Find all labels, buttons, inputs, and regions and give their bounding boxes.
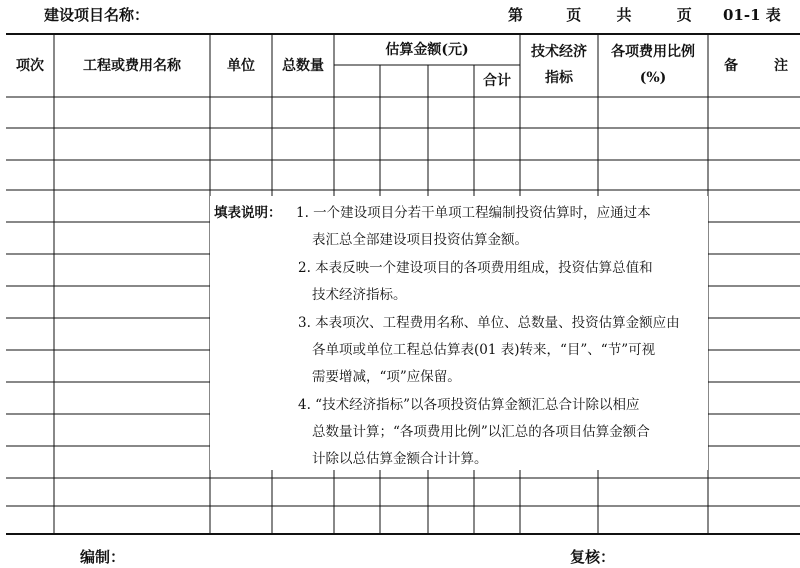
- page-word-3: 共: [616, 6, 632, 24]
- note-3-line-1: 3. 本表项次、工程费用名称、单位、总数量、投资估算金额应由: [298, 315, 680, 331]
- reviewed-by-label: 复核：: [570, 548, 616, 566]
- note-2-line-2: 技术经济指标。: [312, 287, 407, 303]
- fill-instructions: [210, 196, 708, 470]
- page-word-4: 页: [676, 6, 692, 24]
- col-item-header: 项次: [16, 58, 44, 74]
- note-4-line-2: 总数量计算；“各项费用比例”以汇总的各项目估算金额合: [312, 424, 650, 440]
- note-3-line-3: 需要增减，“项”应保留。: [312, 369, 461, 385]
- col-name-header: 工程或费用名称: [83, 58, 181, 74]
- col-ratio-header-line1: 各项费用比例: [611, 44, 695, 60]
- notes-title: 填表说明：: [214, 205, 282, 221]
- compiled-by-label: 编制：: [80, 548, 126, 566]
- note-1-line-1: 1. 一个建设项目分若干单项工程编制投资估算时，应通过本: [296, 205, 651, 221]
- note-4-line-3: 计除以总估算金额合计计算。: [312, 451, 488, 467]
- col-tech-header-line2: 指标: [545, 70, 573, 86]
- note-3-line-2: 各单项或单位工程总估算表(01 表)转来，“目”、“节”可视: [312, 342, 656, 358]
- table-number: 01-1 表: [723, 6, 781, 24]
- col-remark-header-2: 注: [774, 58, 788, 74]
- col-unit-header: 单位: [227, 58, 255, 74]
- col-ratio-header-line2: (%): [639, 70, 667, 86]
- note-1-line-2: 表汇总全部建设项目投资估算金额。: [312, 232, 528, 248]
- col-qty-header: 总数量: [282, 58, 324, 74]
- note-2-line-1: 2. 本表反映一个建设项目的各项费用组成，投资估算总值和: [298, 260, 653, 276]
- col-estimate-header: 估算金额(元): [385, 42, 469, 58]
- col-subtotal-header: 合计: [483, 73, 511, 89]
- page-word-2: 页: [566, 6, 582, 24]
- note-4-line-1: 4. “技术经济指标”以各项投资估算金额汇总合计除以相应: [298, 397, 640, 413]
- col-remark-header-1: 备: [724, 58, 738, 74]
- col-tech-header-line1: 技术经济: [531, 44, 587, 60]
- project-name-label: 建设项目名称：: [44, 6, 150, 24]
- page-word-1: 第: [508, 6, 524, 24]
